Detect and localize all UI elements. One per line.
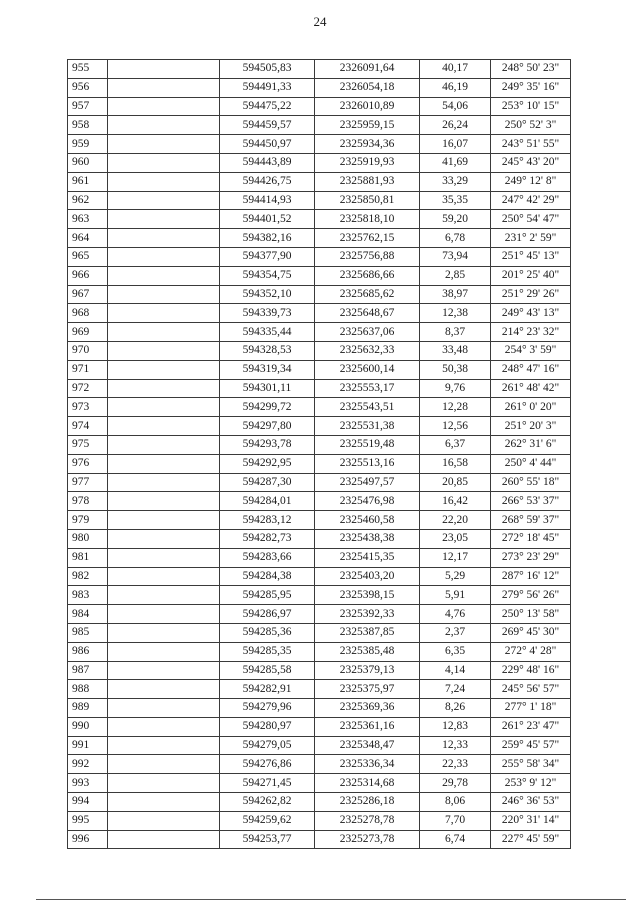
segment-length-cell: 4,14 <box>420 661 491 680</box>
table-row <box>68 793 571 812</box>
bearing-angle-cell: 246° 36' 53" <box>491 793 571 812</box>
point-number-cell: 978 <box>68 492 108 511</box>
x-coordinate-cell: 594279,96 <box>220 699 315 718</box>
blank-cell <box>108 210 220 229</box>
table-row <box>68 811 571 830</box>
y-coordinate-cell: 2325369,36 <box>315 699 420 718</box>
blank-cell <box>108 661 220 680</box>
segment-length-cell: 16,58 <box>420 454 491 473</box>
segment-length-cell: 12,33 <box>420 736 491 755</box>
point-number-cell: 958 <box>68 116 108 135</box>
table-row <box>68 680 571 699</box>
point-number-cell: 964 <box>68 229 108 248</box>
point-number-cell: 986 <box>68 642 108 661</box>
segment-length-cell: 5,29 <box>420 567 491 586</box>
point-number-cell: 985 <box>68 623 108 642</box>
point-number-cell: 981 <box>68 548 108 567</box>
table-row <box>68 153 571 172</box>
blank-cell <box>108 266 220 285</box>
bearing-angle-cell: 262° 31' 6" <box>491 435 571 454</box>
bearing-angle-cell: 268° 59' 37" <box>491 511 571 530</box>
point-number-cell: 982 <box>68 567 108 586</box>
table-row <box>68 360 571 379</box>
y-coordinate-cell: 2325497,57 <box>315 473 420 492</box>
blank-cell <box>108 341 220 360</box>
x-coordinate-cell: 594284,38 <box>220 567 315 586</box>
x-coordinate-cell: 594459,57 <box>220 116 315 135</box>
table-row <box>68 398 571 417</box>
y-coordinate-cell: 2325387,85 <box>315 623 420 642</box>
x-coordinate-cell: 594262,82 <box>220 793 315 812</box>
bearing-angle-cell: 250° 54' 47" <box>491 210 571 229</box>
bearing-angle-cell: 253° 9' 12" <box>491 774 571 793</box>
point-number-cell: 994 <box>68 793 108 812</box>
blank-cell <box>108 623 220 642</box>
bearing-angle-cell: 277° 1' 18" <box>491 699 571 718</box>
x-coordinate-cell: 594279,05 <box>220 736 315 755</box>
x-coordinate-cell: 594491,33 <box>220 78 315 97</box>
segment-length-cell: 12,38 <box>420 304 491 323</box>
blank-cell <box>108 379 220 398</box>
point-number-cell: 976 <box>68 454 108 473</box>
y-coordinate-cell: 2325519,48 <box>315 435 420 454</box>
table-row <box>68 116 571 135</box>
table-row <box>68 435 571 454</box>
segment-length-cell: 6,35 <box>420 642 491 661</box>
point-number-cell: 960 <box>68 153 108 172</box>
y-coordinate-cell: 2325600,14 <box>315 360 420 379</box>
x-coordinate-cell: 594286,97 <box>220 605 315 624</box>
table-row <box>68 229 571 248</box>
table-row <box>68 642 571 661</box>
bearing-angle-cell: 247° 42' 29" <box>491 191 571 210</box>
point-number-cell: 984 <box>68 605 108 624</box>
blank-cell <box>108 191 220 210</box>
blank-cell <box>108 699 220 718</box>
coordinates-table-body <box>68 60 571 849</box>
blank-cell <box>108 511 220 530</box>
blank-cell <box>108 172 220 191</box>
table-row <box>68 473 571 492</box>
blank-cell <box>108 304 220 323</box>
segment-length-cell: 22,20 <box>420 511 491 530</box>
blank-cell <box>108 247 220 266</box>
x-coordinate-cell: 594285,36 <box>220 623 315 642</box>
bearing-angle-cell: 266° 53' 37" <box>491 492 571 511</box>
point-number-cell: 967 <box>68 285 108 304</box>
blank-cell <box>108 229 220 248</box>
segment-length-cell: 26,24 <box>420 116 491 135</box>
table-row <box>68 172 571 191</box>
x-coordinate-cell: 594285,58 <box>220 661 315 680</box>
y-coordinate-cell: 2325632,33 <box>315 341 420 360</box>
table-row <box>68 623 571 642</box>
x-coordinate-cell: 594328,53 <box>220 341 315 360</box>
table-row <box>68 567 571 586</box>
bearing-angle-cell: 249° 43' 13" <box>491 304 571 323</box>
bearing-angle-cell: 254° 3' 59" <box>491 341 571 360</box>
table-row <box>68 548 571 567</box>
bearing-angle-cell: 243° 51' 55" <box>491 135 571 154</box>
point-number-cell: 957 <box>68 97 108 116</box>
y-coordinate-cell: 2325415,35 <box>315 548 420 567</box>
table-row <box>68 323 571 342</box>
blank-cell <box>108 717 220 736</box>
table-row <box>68 304 571 323</box>
segment-length-cell: 59,20 <box>420 210 491 229</box>
blank-cell <box>108 529 220 548</box>
segment-length-cell: 6,37 <box>420 435 491 454</box>
segment-length-cell: 12,56 <box>420 417 491 436</box>
segment-length-cell: 20,85 <box>420 473 491 492</box>
x-coordinate-cell: 594505,83 <box>220 60 315 79</box>
point-number-cell: 965 <box>68 247 108 266</box>
blank-cell <box>108 78 220 97</box>
x-coordinate-cell: 594292,95 <box>220 454 315 473</box>
x-coordinate-cell: 594276,86 <box>220 755 315 774</box>
blank-cell <box>108 586 220 605</box>
blank-cell <box>108 567 220 586</box>
bearing-angle-cell: 245° 56' 57" <box>491 680 571 699</box>
table-row <box>68 78 571 97</box>
table-row <box>68 379 571 398</box>
table-row <box>68 755 571 774</box>
y-coordinate-cell: 2325286,18 <box>315 793 420 812</box>
y-coordinate-cell: 2325278,78 <box>315 811 420 830</box>
y-coordinate-cell: 2325934,36 <box>315 135 420 154</box>
segment-length-cell: 7,70 <box>420 811 491 830</box>
bearing-angle-cell: 229° 48' 16" <box>491 661 571 680</box>
blank-cell <box>108 417 220 436</box>
x-coordinate-cell: 594287,30 <box>220 473 315 492</box>
blank-cell <box>108 454 220 473</box>
point-number-cell: 956 <box>68 78 108 97</box>
y-coordinate-cell: 2325531,38 <box>315 417 420 436</box>
segment-length-cell: 33,29 <box>420 172 491 191</box>
y-coordinate-cell: 2325686,66 <box>315 266 420 285</box>
bearing-angle-cell: 250° 4' 44" <box>491 454 571 473</box>
x-coordinate-cell: 594285,95 <box>220 586 315 605</box>
y-coordinate-cell: 2325919,93 <box>315 153 420 172</box>
y-coordinate-cell: 2325818,10 <box>315 210 420 229</box>
point-number-cell: 973 <box>68 398 108 417</box>
y-coordinate-cell: 2325513,16 <box>315 454 420 473</box>
table-row <box>68 191 571 210</box>
segment-length-cell: 6,78 <box>420 229 491 248</box>
segment-length-cell: 35,35 <box>420 191 491 210</box>
point-number-cell: 968 <box>68 304 108 323</box>
blank-cell <box>108 60 220 79</box>
y-coordinate-cell: 2325403,20 <box>315 567 420 586</box>
table-row <box>68 717 571 736</box>
point-number-cell: 963 <box>68 210 108 229</box>
y-coordinate-cell: 2325348,47 <box>315 736 420 755</box>
y-coordinate-cell: 2325637,06 <box>315 323 420 342</box>
blank-cell <box>108 360 220 379</box>
table-row <box>68 830 571 849</box>
coordinates-table <box>67 59 571 849</box>
segment-length-cell: 8,37 <box>420 323 491 342</box>
bearing-angle-cell: 250° 13' 58" <box>491 605 571 624</box>
y-coordinate-cell: 2325361,16 <box>315 717 420 736</box>
segment-length-cell: 46,19 <box>420 78 491 97</box>
y-coordinate-cell: 2325314,68 <box>315 774 420 793</box>
segment-length-cell: 4,76 <box>420 605 491 624</box>
x-coordinate-cell: 594299,72 <box>220 398 315 417</box>
x-coordinate-cell: 594450,97 <box>220 135 315 154</box>
bearing-angle-cell: 279° 56' 26" <box>491 586 571 605</box>
blank-cell <box>108 398 220 417</box>
table-row <box>68 341 571 360</box>
x-coordinate-cell: 594335,44 <box>220 323 315 342</box>
x-coordinate-cell: 594354,75 <box>220 266 315 285</box>
point-number-cell: 991 <box>68 736 108 755</box>
x-coordinate-cell: 594293,78 <box>220 435 315 454</box>
table-row <box>68 736 571 755</box>
bearing-angle-cell: 251° 20' 3" <box>491 417 571 436</box>
blank-cell <box>108 285 220 304</box>
blank-cell <box>108 116 220 135</box>
bearing-angle-cell: 273° 23' 29" <box>491 548 571 567</box>
blank-cell <box>108 793 220 812</box>
x-coordinate-cell: 594382,16 <box>220 229 315 248</box>
y-coordinate-cell: 2325553,17 <box>315 379 420 398</box>
x-coordinate-cell: 594426,75 <box>220 172 315 191</box>
segment-length-cell: 22,33 <box>420 755 491 774</box>
table-row <box>68 97 571 116</box>
x-coordinate-cell: 594282,73 <box>220 529 315 548</box>
y-coordinate-cell: 2325398,15 <box>315 586 420 605</box>
segment-length-cell: 33,48 <box>420 341 491 360</box>
point-number-cell: 970 <box>68 341 108 360</box>
point-number-cell: 987 <box>68 661 108 680</box>
y-coordinate-cell: 2325648,67 <box>315 304 420 323</box>
y-coordinate-cell: 2325685,62 <box>315 285 420 304</box>
bearing-angle-cell: 245° 43' 20" <box>491 153 571 172</box>
bearing-angle-cell: 214° 23' 32" <box>491 323 571 342</box>
y-coordinate-cell: 2325438,38 <box>315 529 420 548</box>
bearing-angle-cell: 261° 0' 20" <box>491 398 571 417</box>
blank-cell <box>108 135 220 154</box>
y-coordinate-cell: 2325476,98 <box>315 492 420 511</box>
segment-length-cell: 7,24 <box>420 680 491 699</box>
x-coordinate-cell: 594283,66 <box>220 548 315 567</box>
page-bottom-rule <box>36 899 626 900</box>
blank-cell <box>108 830 220 849</box>
x-coordinate-cell: 594352,10 <box>220 285 315 304</box>
point-number-cell: 996 <box>68 830 108 849</box>
point-number-cell: 966 <box>68 266 108 285</box>
y-coordinate-cell: 2326054,18 <box>315 78 420 97</box>
y-coordinate-cell: 2325543,51 <box>315 398 420 417</box>
blank-cell <box>108 435 220 454</box>
bearing-angle-cell: 253° 10' 15" <box>491 97 571 116</box>
x-coordinate-cell: 594301,11 <box>220 379 315 398</box>
y-coordinate-cell: 2325375,97 <box>315 680 420 699</box>
point-number-cell: 989 <box>68 699 108 718</box>
blank-cell <box>108 774 220 793</box>
segment-length-cell: 9,76 <box>420 379 491 398</box>
segment-length-cell: 12,28 <box>420 398 491 417</box>
segment-length-cell: 16,42 <box>420 492 491 511</box>
point-number-cell: 959 <box>68 135 108 154</box>
table-row <box>68 529 571 548</box>
point-number-cell: 993 <box>68 774 108 793</box>
y-coordinate-cell: 2325959,15 <box>315 116 420 135</box>
point-number-cell: 983 <box>68 586 108 605</box>
table-row <box>68 605 571 624</box>
table-row <box>68 586 571 605</box>
bearing-angle-cell: 251° 29' 26" <box>491 285 571 304</box>
y-coordinate-cell: 2325379,13 <box>315 661 420 680</box>
x-coordinate-cell: 594282,91 <box>220 680 315 699</box>
segment-length-cell: 40,17 <box>420 60 491 79</box>
blank-cell <box>108 548 220 567</box>
bearing-angle-cell: 249° 12' 8" <box>491 172 571 191</box>
y-coordinate-cell: 2326010,89 <box>315 97 420 116</box>
blank-cell <box>108 323 220 342</box>
x-coordinate-cell: 594280,97 <box>220 717 315 736</box>
bearing-angle-cell: 248° 47' 16" <box>491 360 571 379</box>
point-number-cell: 969 <box>68 323 108 342</box>
table-row <box>68 661 571 680</box>
y-coordinate-cell: 2325392,33 <box>315 605 420 624</box>
bearing-angle-cell: 201° 25' 40" <box>491 266 571 285</box>
blank-cell <box>108 605 220 624</box>
bearing-angle-cell: 251° 45' 13" <box>491 247 571 266</box>
x-coordinate-cell: 594284,01 <box>220 492 315 511</box>
table-row <box>68 511 571 530</box>
point-number-cell: 990 <box>68 717 108 736</box>
segment-length-cell: 50,38 <box>420 360 491 379</box>
bearing-angle-cell: 272° 4' 28" <box>491 642 571 661</box>
table-row <box>68 454 571 473</box>
segment-length-cell: 2,37 <box>420 623 491 642</box>
bearing-angle-cell: 259° 45' 57" <box>491 736 571 755</box>
page-number: 24 <box>313 14 327 29</box>
segment-length-cell: 12,83 <box>420 717 491 736</box>
blank-cell <box>108 811 220 830</box>
segment-length-cell: 23,05 <box>420 529 491 548</box>
point-number-cell: 972 <box>68 379 108 398</box>
y-coordinate-cell: 2325756,88 <box>315 247 420 266</box>
blank-cell <box>108 680 220 699</box>
bearing-angle-cell: 227° 45' 59" <box>491 830 571 849</box>
blank-cell <box>108 97 220 116</box>
blank-cell <box>108 492 220 511</box>
segment-length-cell: 5,91 <box>420 586 491 605</box>
segment-length-cell: 8,26 <box>420 699 491 718</box>
point-number-cell: 995 <box>68 811 108 830</box>
blank-cell <box>108 642 220 661</box>
x-coordinate-cell: 594259,62 <box>220 811 315 830</box>
table-row <box>68 135 571 154</box>
segment-length-cell: 16,07 <box>420 135 491 154</box>
x-coordinate-cell: 594339,73 <box>220 304 315 323</box>
point-number-cell: 979 <box>68 511 108 530</box>
point-number-cell: 992 <box>68 755 108 774</box>
bearing-angle-cell: 261° 23' 47" <box>491 717 571 736</box>
x-coordinate-cell: 594377,90 <box>220 247 315 266</box>
segment-length-cell: 73,94 <box>420 247 491 266</box>
table-row <box>68 417 571 436</box>
point-number-cell: 974 <box>68 417 108 436</box>
point-number-cell: 980 <box>68 529 108 548</box>
segment-length-cell: 38,97 <box>420 285 491 304</box>
table-row <box>68 60 571 79</box>
y-coordinate-cell: 2325850,81 <box>315 191 420 210</box>
bearing-angle-cell: 261° 48' 42" <box>491 379 571 398</box>
bearing-angle-cell: 250° 52' 3" <box>491 116 571 135</box>
point-number-cell: 988 <box>68 680 108 699</box>
x-coordinate-cell: 594285,35 <box>220 642 315 661</box>
segment-length-cell: 29,78 <box>420 774 491 793</box>
point-number-cell: 955 <box>68 60 108 79</box>
segment-length-cell: 8,06 <box>420 793 491 812</box>
segment-length-cell: 6,74 <box>420 830 491 849</box>
x-coordinate-cell: 594475,22 <box>220 97 315 116</box>
point-number-cell: 961 <box>68 172 108 191</box>
bearing-angle-cell: 220° 31' 14" <box>491 811 571 830</box>
y-coordinate-cell: 2325881,93 <box>315 172 420 191</box>
table-row <box>68 285 571 304</box>
segment-length-cell: 41,69 <box>420 153 491 172</box>
table-row <box>68 699 571 718</box>
point-number-cell: 971 <box>68 360 108 379</box>
table-row <box>68 247 571 266</box>
bearing-angle-cell: 255° 58' 34" <box>491 755 571 774</box>
table-row <box>68 210 571 229</box>
x-coordinate-cell: 594414,93 <box>220 191 315 210</box>
blank-cell <box>108 755 220 774</box>
point-number-cell: 977 <box>68 473 108 492</box>
table-row <box>68 774 571 793</box>
segment-length-cell: 54,06 <box>420 97 491 116</box>
blank-cell <box>108 153 220 172</box>
x-coordinate-cell: 594401,52 <box>220 210 315 229</box>
x-coordinate-cell: 594253,77 <box>220 830 315 849</box>
table-row <box>68 266 571 285</box>
bearing-angle-cell: 269° 45' 30" <box>491 623 571 642</box>
y-coordinate-cell: 2325336,34 <box>315 755 420 774</box>
x-coordinate-cell: 594271,45 <box>220 774 315 793</box>
y-coordinate-cell: 2325460,58 <box>315 511 420 530</box>
x-coordinate-cell: 594297,80 <box>220 417 315 436</box>
bearing-angle-cell: 248° 50' 23" <box>491 60 571 79</box>
x-coordinate-cell: 594319,34 <box>220 360 315 379</box>
y-coordinate-cell: 2325762,15 <box>315 229 420 248</box>
y-coordinate-cell: 2325273,78 <box>315 830 420 849</box>
point-number-cell: 962 <box>68 191 108 210</box>
blank-cell <box>108 736 220 755</box>
segment-length-cell: 12,17 <box>420 548 491 567</box>
bearing-angle-cell: 287° 16' 12" <box>491 567 571 586</box>
bearing-angle-cell: 249° 35' 16" <box>491 78 571 97</box>
x-coordinate-cell: 594283,12 <box>220 511 315 530</box>
bearing-angle-cell: 231° 2' 59" <box>491 229 571 248</box>
bearing-angle-cell: 272° 18' 45" <box>491 529 571 548</box>
y-coordinate-cell: 2325385,48 <box>315 642 420 661</box>
point-number-cell: 975 <box>68 435 108 454</box>
segment-length-cell: 2,85 <box>420 266 491 285</box>
table-row <box>68 492 571 511</box>
blank-cell <box>108 473 220 492</box>
x-coordinate-cell: 594443,89 <box>220 153 315 172</box>
bearing-angle-cell: 260° 55' 18" <box>491 473 571 492</box>
y-coordinate-cell: 2326091,64 <box>315 60 420 79</box>
